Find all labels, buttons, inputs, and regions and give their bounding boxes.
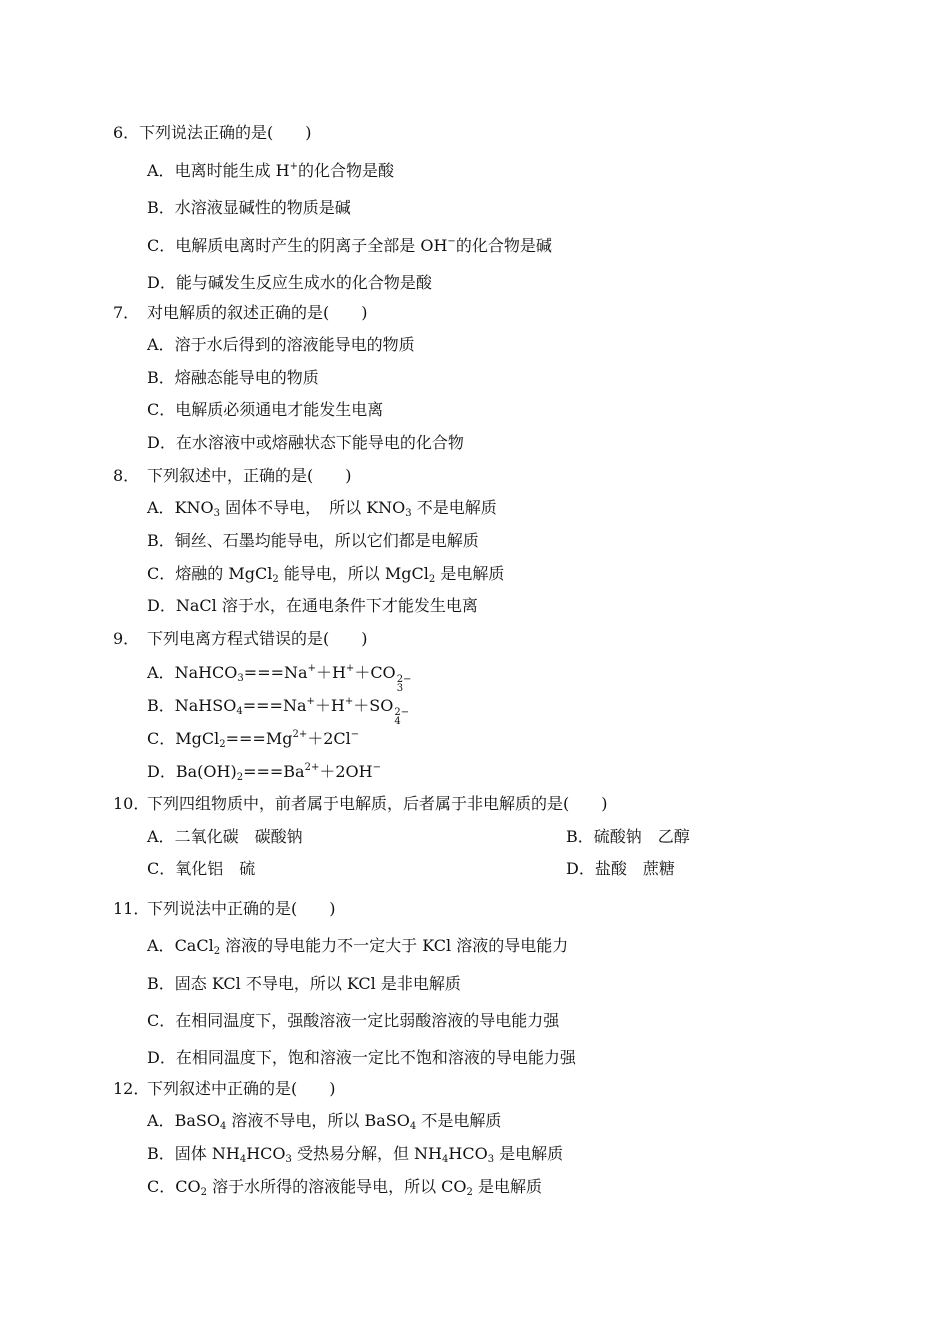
option-text: 溶于水后得到的溶液能导电的物质 xyxy=(174,335,415,354)
option-label: B． xyxy=(147,198,175,217)
option-label: C． xyxy=(147,1011,176,1030)
option-c xyxy=(147,729,359,749)
option-d xyxy=(147,762,381,782)
option-c xyxy=(147,400,383,420)
option-b xyxy=(147,1144,563,1164)
option-text: NaHSO$_4$===Na+＋H+＋SO 2− 4 xyxy=(174,696,410,727)
option-text: NaHCO$_3$===Na+＋H+＋CO 2− 3 xyxy=(174,663,412,694)
question-number: 12． xyxy=(113,1079,150,1098)
option-c xyxy=(147,1177,542,1197)
option-label: B． xyxy=(566,827,594,846)
option-c xyxy=(147,859,255,879)
option-text: 盐酸 蔗糖 xyxy=(594,859,675,878)
option-d xyxy=(147,433,464,453)
question-stem: 下列电离方程式错误的是( ) xyxy=(147,629,368,648)
option-text: 二氧化碳 碳酸钠 xyxy=(174,827,303,846)
option-b xyxy=(147,198,351,218)
option-label: C． xyxy=(147,400,176,419)
question-stem: 对电解质的叙述正确的是( ) xyxy=(147,303,368,322)
option-a xyxy=(147,161,394,181)
option-a xyxy=(147,335,415,355)
question-number: 8． xyxy=(113,466,140,485)
option-text: 水溶液显碱性的物质是碱 xyxy=(174,198,351,217)
option-text: 硫酸钠 乙醇 xyxy=(593,827,690,846)
option-a xyxy=(147,1111,501,1131)
option-c xyxy=(147,236,552,256)
option-label: A． xyxy=(147,936,175,955)
question-stem: 下列叙述中，正确的是( ) xyxy=(147,466,352,485)
option-text: 能与碱发生反应生成水的化合物是酸 xyxy=(175,273,432,292)
option-label: B． xyxy=(147,531,175,550)
option-label: B． xyxy=(147,974,175,993)
option-a xyxy=(147,498,497,518)
option-label: A． xyxy=(147,498,175,517)
option-label: D． xyxy=(147,433,176,452)
option-label: A． xyxy=(147,663,175,682)
question-stem: 下列说法正确的是( ) xyxy=(139,123,312,142)
option-d xyxy=(566,859,675,879)
option-label: C． xyxy=(147,859,176,878)
option-label: C． xyxy=(147,729,176,748)
option-text: 固态 KCl 不导电，所以 KCl 是非电解质 xyxy=(174,974,461,993)
option-text: NaCl 溶于水，在通电条件下才能发生电离 xyxy=(175,596,478,615)
option-a xyxy=(147,936,568,956)
option-text: 熔融的 MgCl$_2$ 能导电，所以 MgCl$_2$ 是电解质 xyxy=(175,564,505,585)
option-label: A． xyxy=(147,161,175,180)
option-label: A． xyxy=(147,1111,175,1130)
option-text: 电离时能生成 H+的化合物是酸 xyxy=(174,161,395,180)
question-number: 11． xyxy=(113,899,150,918)
option-text: $KNO_3$ 固体不导电， 所以 $KNO_3$ 不是电解质 xyxy=(174,498,497,519)
question-stem: 下列说法中正确的是( ) xyxy=(147,899,336,918)
option-text: 在水溶液中或熔融状态下能导电的化合物 xyxy=(175,433,464,452)
question-stem: 下列叙述中正确的是( ) xyxy=(147,1079,336,1098)
option-label: B． xyxy=(147,696,175,715)
option-label: D． xyxy=(147,273,176,292)
option-label: D． xyxy=(147,762,176,781)
option-text: 熔融态能导电的物质 xyxy=(174,368,319,387)
option-label: D． xyxy=(566,859,595,878)
option-text: 固体 $NH_4HCO_3$ 受热易分解，但 $NH_4HCO_3$ 是电解质 xyxy=(174,1144,564,1165)
option-label: C． xyxy=(147,236,176,255)
option-text: BaSO$_4$ 溶液不导电，所以 BaSO$_4$ 不是电解质 xyxy=(174,1111,502,1132)
option-d xyxy=(147,596,478,616)
option-text: CaCl$_2$ 溶液的导电能力不一定大于 KCl 溶液的导电能力 xyxy=(174,936,569,957)
option-text: 在相同温度下，强酸溶液一定比弱酸溶液的导电能力强 xyxy=(175,1011,560,1030)
question-number: 10． xyxy=(113,794,150,813)
option-text: 电解质必须通电才能发生电离 xyxy=(175,400,384,419)
question-number: 7． xyxy=(113,303,140,322)
option-text: 电解质电离时产生的阴离子全部是 OH−的化合物是碱 xyxy=(175,236,552,255)
option-d xyxy=(147,1048,576,1068)
option-c xyxy=(147,1011,559,1031)
option-label: B． xyxy=(147,1144,175,1163)
question-number: 6． xyxy=(113,123,140,142)
option-label: B． xyxy=(147,368,175,387)
option-c xyxy=(147,564,504,584)
option-b xyxy=(566,827,690,847)
option-label: A． xyxy=(147,335,175,354)
option-a xyxy=(147,663,411,693)
option-b xyxy=(147,974,461,994)
option-a xyxy=(147,827,303,847)
option-d xyxy=(147,273,432,293)
option-b xyxy=(147,531,479,551)
option-label: C． xyxy=(147,1177,176,1196)
option-label: A． xyxy=(147,827,175,846)
option-text: $CO_2$ 溶于水所得的溶液能导电，所以 $CO_2$ 是电解质 xyxy=(175,1177,542,1198)
option-text: $MgCl_2===Mg^{2+}+2Cl^-$ xyxy=(175,729,360,750)
question-stem: 下列四组物质中，前者属于电解质，后者属于非电解质的是( ) xyxy=(147,794,608,813)
option-label: C． xyxy=(147,564,176,583)
option-text: 氧化铝 硫 xyxy=(175,859,256,878)
option-label: D． xyxy=(147,596,176,615)
option-text: $Ba(OH)_2===Ba^{2+}+2OH^-$ xyxy=(175,762,381,783)
option-label: D． xyxy=(147,1048,176,1067)
question-number: 9． xyxy=(113,629,140,648)
option-b xyxy=(147,368,319,388)
option-b xyxy=(147,696,409,726)
option-text: 在相同温度下，饱和溶液一定比不饱和溶液的导电能力强 xyxy=(175,1048,576,1067)
option-text: 铜丝、石墨均能导电，所以它们都是电解质 xyxy=(174,531,479,550)
